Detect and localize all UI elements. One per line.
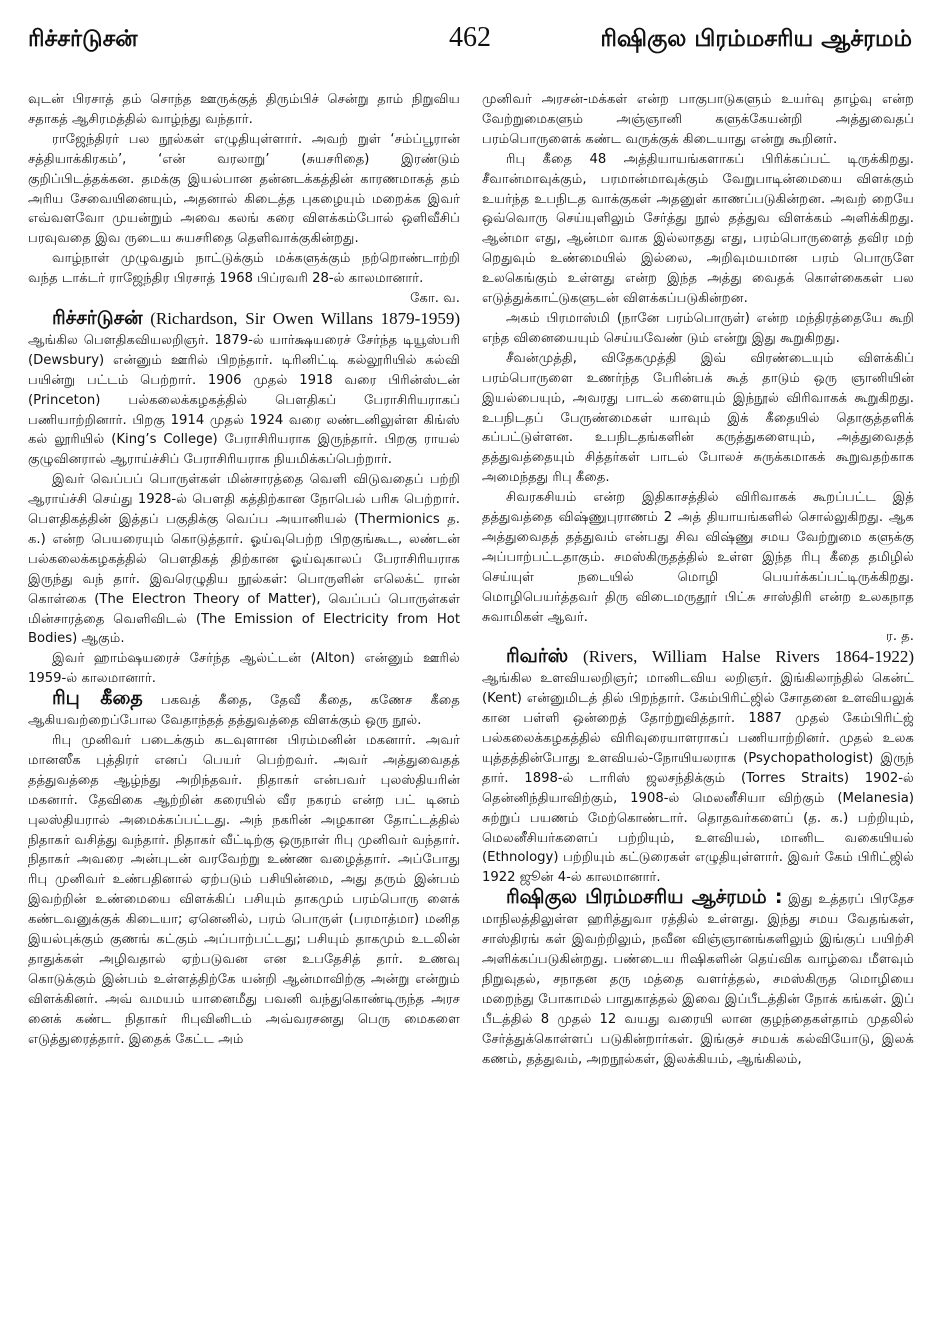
left-column [28,90,460,1325]
entry-text: ஆங்கில உளவியலறிஞர்; மானிடவிய லறிஞர். இங்கிலாந்தில் கென்ட் (Kent) என்னுமிடத் தில் பிறந்தார். கேம்பிரிட்ஜில் சோதனை உளவியலுக் கான பள்ளி ஒன்றைத் தோற்றுவித்தார். 1887 முதல் கேம்பிரிட்ஜ் பல்கலைக்கழகத்தில் விரிவுரையாளராகப் பணியாற்றினர். முதல் உலக யுத்தத்தின்போது உளவியல்-நோயியலராக (Psychopathologist) இருந் தார். 1898-ல் டாரிஸ் ஜலசந்திக்கும் (Torres Straits) 1902-ல் தென்னிந்தியாவிற்கும், 1908-ல் மெலனீசியா விற்கும் (Melanesia) சுற்றுப் பயணம் மேற்கொண்டார். தொதவர்களைப் (த. க.) பற்றியும், மெலனீசியர்களைப் பற்றியும், உளவியல், மானிட வகையியல் (Ethnology) பற்றியும் கட்டுரைகள் எழுதியுள்ளார். இவர் கேம் பிரிட்ஜில் 1922 ஜூன் 4-ல் காலமானார். [482,671,914,886]
paragraph: இவர் ஹாம்ஷயரைச் சேர்ந்த ஆல்ட்டன் (Alton) என்னும் ஊரில் 1959-ல் காலமானார். [28,651,460,687]
paragraph: சீவன்முத்தி, விதேகமுத்தி இவ் விரண்டையும் விளக்கிப் பரம்பொருளை உணர்ந்த பேரின்பக் கூத் தாடும் ஒரு ஞானியின் இயல்பையும், அவரது பாடல் களையும் இந்நூல் விரிவாகக் கூறுகிறது. உபநிடதப் பேருண்மைகள் யாவும் இக் கீதையில் தொகுத்தளிக் கப்பட்டுள்ளன. உபநிடதங்களின் கருத்துகளையும், அத்துவைதத் தத்துவத்தையும் சித்தர்கள் பாடல் போலச் சுருக்கமாகக் கூறுவதற்காக அமைந்தது ரிபு கீதை. [482,350,914,486]
entry-headword: ரிச்சர்டுசன் [52,306,143,329]
author-initials: கோ. வ. [410,291,460,307]
paragraph-text: சிவரகசியம் என்ற இதிகாசத்தில் விரிவாகக் கூறப்பட்ட இத் தத்துவத்தை விஷ்ணுபுராணம் 2 அத் தியாயங்களில் சொல்லுகிறது. ஆக அத்துவைதத் தத்துவம் என்பது சிவ விஷ்ணு சமய வேற்றுமை களுக்கு அப்பாற்பட்டதாகும். சமஸ்கிருதத்தில் உள்ள இந்த ரிபு கீதை தமிழில் செய்யுள் நடையில் மொழி பெயர்க்கப்பட்டிருக்கிறது. மொழிபெயர்த்தவர் திரு விடைமருதூர் பிட்சு சாஸ்திரி என்ற உலகநாத சுவாமிகள் ஆவர். [482,490,914,625]
paragraph: முனிவர் அரசன்-மக்கள் என்ற பாகுபாடுகளும் உயர்வு தாழ்வு என்ற வேற்றுமைகளும் அஞ்ஞானி களுக்கேயன்றி அத்துவைதப் பரம்பொருளைக் கண்ட வருக்குக் கிடையாது என்று கூறினர். [482,92,914,147]
author-initials: ர. த. [886,629,914,645]
entry-rivers [482,647,914,888]
running-head-right: ரிஷிகுல பிரம்மசரிய ஆச்ரமம் [600,26,912,52]
paragraph-text: வாழ்நாள் முழுவதும் நாட்டுக்கும் மக்களுக்கும் நற்றொண்டாற்றி வந்த டாக்டர் ராஜேந்திர பிரசாத் 1968 பிப்ரவரி 28-ல் காலமானார். [28,251,460,287]
paragraph: ரிபு முனிவர் படைக்கும் கடவுளான பிரம்மனின் மகனார். அவர் மானஸீக புத்திரர் எனப் பெயர் பெற்றவர். அவர் அத்துவைதத் தத்துவத்தை ஆழ்ந்து அறிந்தவர். நிதாகர் என்பவர் புலஸ்தியரின் மகனார். தேவிகை ஆற்றின் கரையில் வீர நகரம் என்ற பட் டினம் புலஸ்தியரால் அமைக்கப்பட்டது. அந் நகரின் அழகான தோட்டத்தில் நிதாகர் வசித்து வந்தார். நிதாகர் வீட்டிற்கு ஒருநாள் ரிபு முனிவர் வந்தார். நிதாகர் அவரை அன்புடன் வரவேற்று உண்ண வழைத்தார். அப்போது ரிபு முனிவர் உண்பதினால் ஏற்படும் பசியின்மை, அது தரும் இன்பம் இவற்றின் உண்மையை விளக்கிப் பசியும் தாகமும் பரம்பொரு ளைக் கண்டவனுக்குக் கிடையா; ஏனெனில், பரம் பொருள் (பரமாத்மா) மனித இயல்புக்கும் குணங் கட்கும் அப்பாற்பட்டது; பசியும் தாகமும் உடலின் தாதுக்கள் அழிவதால் ஏற்படுவன என உபதேசித் தார். உணவு கொடுக்கும் இன்பம் உள்ளத்திற்கே யன்றி ஆன்மாவிற்கு அன்று என்றும் விளக்கினர். அவ் வமயம் யானைமீது பவனி வந்துகொண்டிருந்த அரச னைக் கண்ட நிதாகர் ரிபுவினிடம் அவ்வரசனது பெரு மைகளை எடுத்துரைத்தார். இதைக் கேட்ட அம் [28,733,460,1047]
page-header [28,22,912,62]
page-number: 462 [449,22,491,53]
entry-text: பகவத் கீதை, தேவீ கீதை, கணேச கீதை ஆகியவற்றைப்போல வேதாந்தத் தத்துவத்தை விளக்கும் ஒரு நூல். [28,693,460,729]
entry-rishikula-ashram [482,888,914,1069]
right-column [482,90,914,1325]
entry-headword: ரிபு கீதை [52,687,143,710]
entry-richardson [28,306,460,470]
entry-headword: ரிவர்ஸ் [506,645,569,668]
paragraph: வுடன் பிரசாத் தம் சொந்த ஊருக்குத் திரும்பிச் சென்று தாம் நிறுவிய சதாகத் ஆசிரமத்தில் வாழ்ந்து வந்தார். [28,92,460,127]
running-head-left: ரிச்சர்டுசன் [28,26,138,52]
paragraph: அகம் பிரமாஸ்மி (நானே பரம்பொருள்) என்ற மந்திரத்தையே கூறி எந்த வினையையும் செய்யவேண் டும் என்று இது கூறுகிறது. [482,310,914,346]
entry-headword: ரிஷிகுல பிரம்மசரிய ஆச்ரமம் : [506,886,783,909]
entry-headword-roman: (Rivers, William Halse Rivers 1864-1922) [583,647,914,667]
paragraph [482,488,914,647]
paragraph: ராஜேந்திரர் பல நூல்கள் எழுதியுள்ளார். அவற் றுள் ‘சம்ப்பூரான் சத்தியாக்கிரகம்’, ‘என் வரலாறு’ (சுயசரிதை) இரண்டும் குறிப்பிடத்தக்கன. தமக்கு இயல்பான தன்னடக்கத்தின் காரணமாகத் தம் அரிய சேவையினையும், அதனால் கிடைத்த புகழையும் மறைக்க இவர் எவ்வளவோ முயன்றும் அவை கலங் கரை விளக்கம்போல் ஒளிவீசிப் பரவுவதை இவ ருடைய சுயசரிதை தெளிவாக்குகின்றது. [28,131,460,247]
paragraph [28,249,460,309]
entry-headword-roman: (Richardson, Sir Owen Willans 1879-1959) [150,308,460,328]
paragraph: இவர் வெப்பப் பொருள்கள் மின்சாரத்தை வெளி விடுவதைப் பற்றி ஆராய்ச்சி செய்து 1928-ல் பௌதி கத்திற்கான நோபெல் பரிசு பெற்றார். பௌதிகத்தின் இத்தப் பகுதிக்கு வெப்ப அயானியல் (Thermionics த. க.) என்ற பெயரையும் கொடுத்தார். ஓய்வுபெற்ற பிறகுங்கூட, லண்டன் பல்கலைக்கழகத்தில் பௌதிகத் திற்கான ஓய்வுகாலப் பேராசிரியராக இருந்து வந் தார். இவரெழுதிய நூல்கள்: பொருளின் எலெக்ட் ரான் கொள்கை (The Electron Theory of Matter), வெப்பப் பொருள்கள் மின்சாரத்தை வெளிவிடல் (The Emission of Electricity from Hot Bodies) ஆகும். [28,472,460,647]
paragraph: ரிபு கீதை 48 அத்தியாயங்களாகப் பிரிக்கப்பட் டிருக்கிறது. சீவான்மாவுக்கும், பரமான்மாவுக்கும் வேறுபாடின்மையை விளக்கும் உயர்ந்த உபநிடத வாக்குகள் அதனுள் காணப்படுகின்றன. அவற் றையே ஒவ்வொரு செய்யுளிலும் சேர்த்து நூல் தத்துவ விளக்கம் அளிக்கிறது. ஆன்மா எது, ஆன்மா வாக இல்லாதது எது, பரம்பொருளைத் தவிர மற் றெதுவும் உண்மையில் இல்லை, அறிவுமயமான பரம் பொருளே உலகெங்கும் உள்ளது என்ற இந்த அத்து வைதக் கொள்கைகள் பல எடுத்துக்காட்டுகளுடன் விளக்கப்படுகின்றன. [482,151,914,307]
entry-ribhu-gita [28,689,460,731]
entry-text: ஆங்கில பௌதிகவியலறிஞர். 1879-ல் யார்க்ஷயரைச் சேர்ந்த டியூஸ்பரி (Dewsbury) என்னும் ஊரில் பிறந்தார். டிரினிட்டி கல்லூரியில் கல்வி பயின்று பட்டம் பெற்றார். 1906 முதல் 1918 வரை பிரின்ஸ்டன் (Princeton) பல்கலைக்கழகத்தில் பௌதிகப் பேராசிரியராகப் பணியாற்றினார். பிறகு 1914 முதல் 1924 வரை லண்டனிலுள்ள கிங்ஸ் கல் லூரியில் (King’s College) பேராசிரியராக இருந்தார். பிறகு ராயல் குழுவினரால் ஆராய்ச்சிப் பேராசிரியராக நியமிக்கப்பெற்றார். [28,332,460,468]
entry-text: இது உத்தரப் பிரதேச மாநிலத்திலுள்ள ஹரித்துவா ரத்தில் உள்ளது. இந்து சமய வேதங்கள், சாஸ்திரங் கள் இவற்றிலும், நவீன விஞ்ஞானங்களிலும் இங்குப் பயிற்சி அளிக்கப்படுகின்றது. பண்டைய ரிஷிகளின் தெய்விக வாழ்வை மீளவும் நிறுவுதல், சநாதன தரு மத்தை வளர்த்தல், சமஸ்கிருத மொழியை மறைந்து போகாமல் பாதுகாத்தல் இவை இப்பீடத்தின் நோக் கங்கள். இப் பீடத்தில் 8 முதல் 12 வயது வரையி லான குழந்தைகள்தாம் முதலில் சேர்த்துக்கொள்ளப் படுகின்றார்கள். இங்குச் சமயக் கல்வியோடு, இலக் கணம், தத்துவம், அறநூல்கள், இலக்கியம், ஆங்கிலம், [482,892,914,1067]
